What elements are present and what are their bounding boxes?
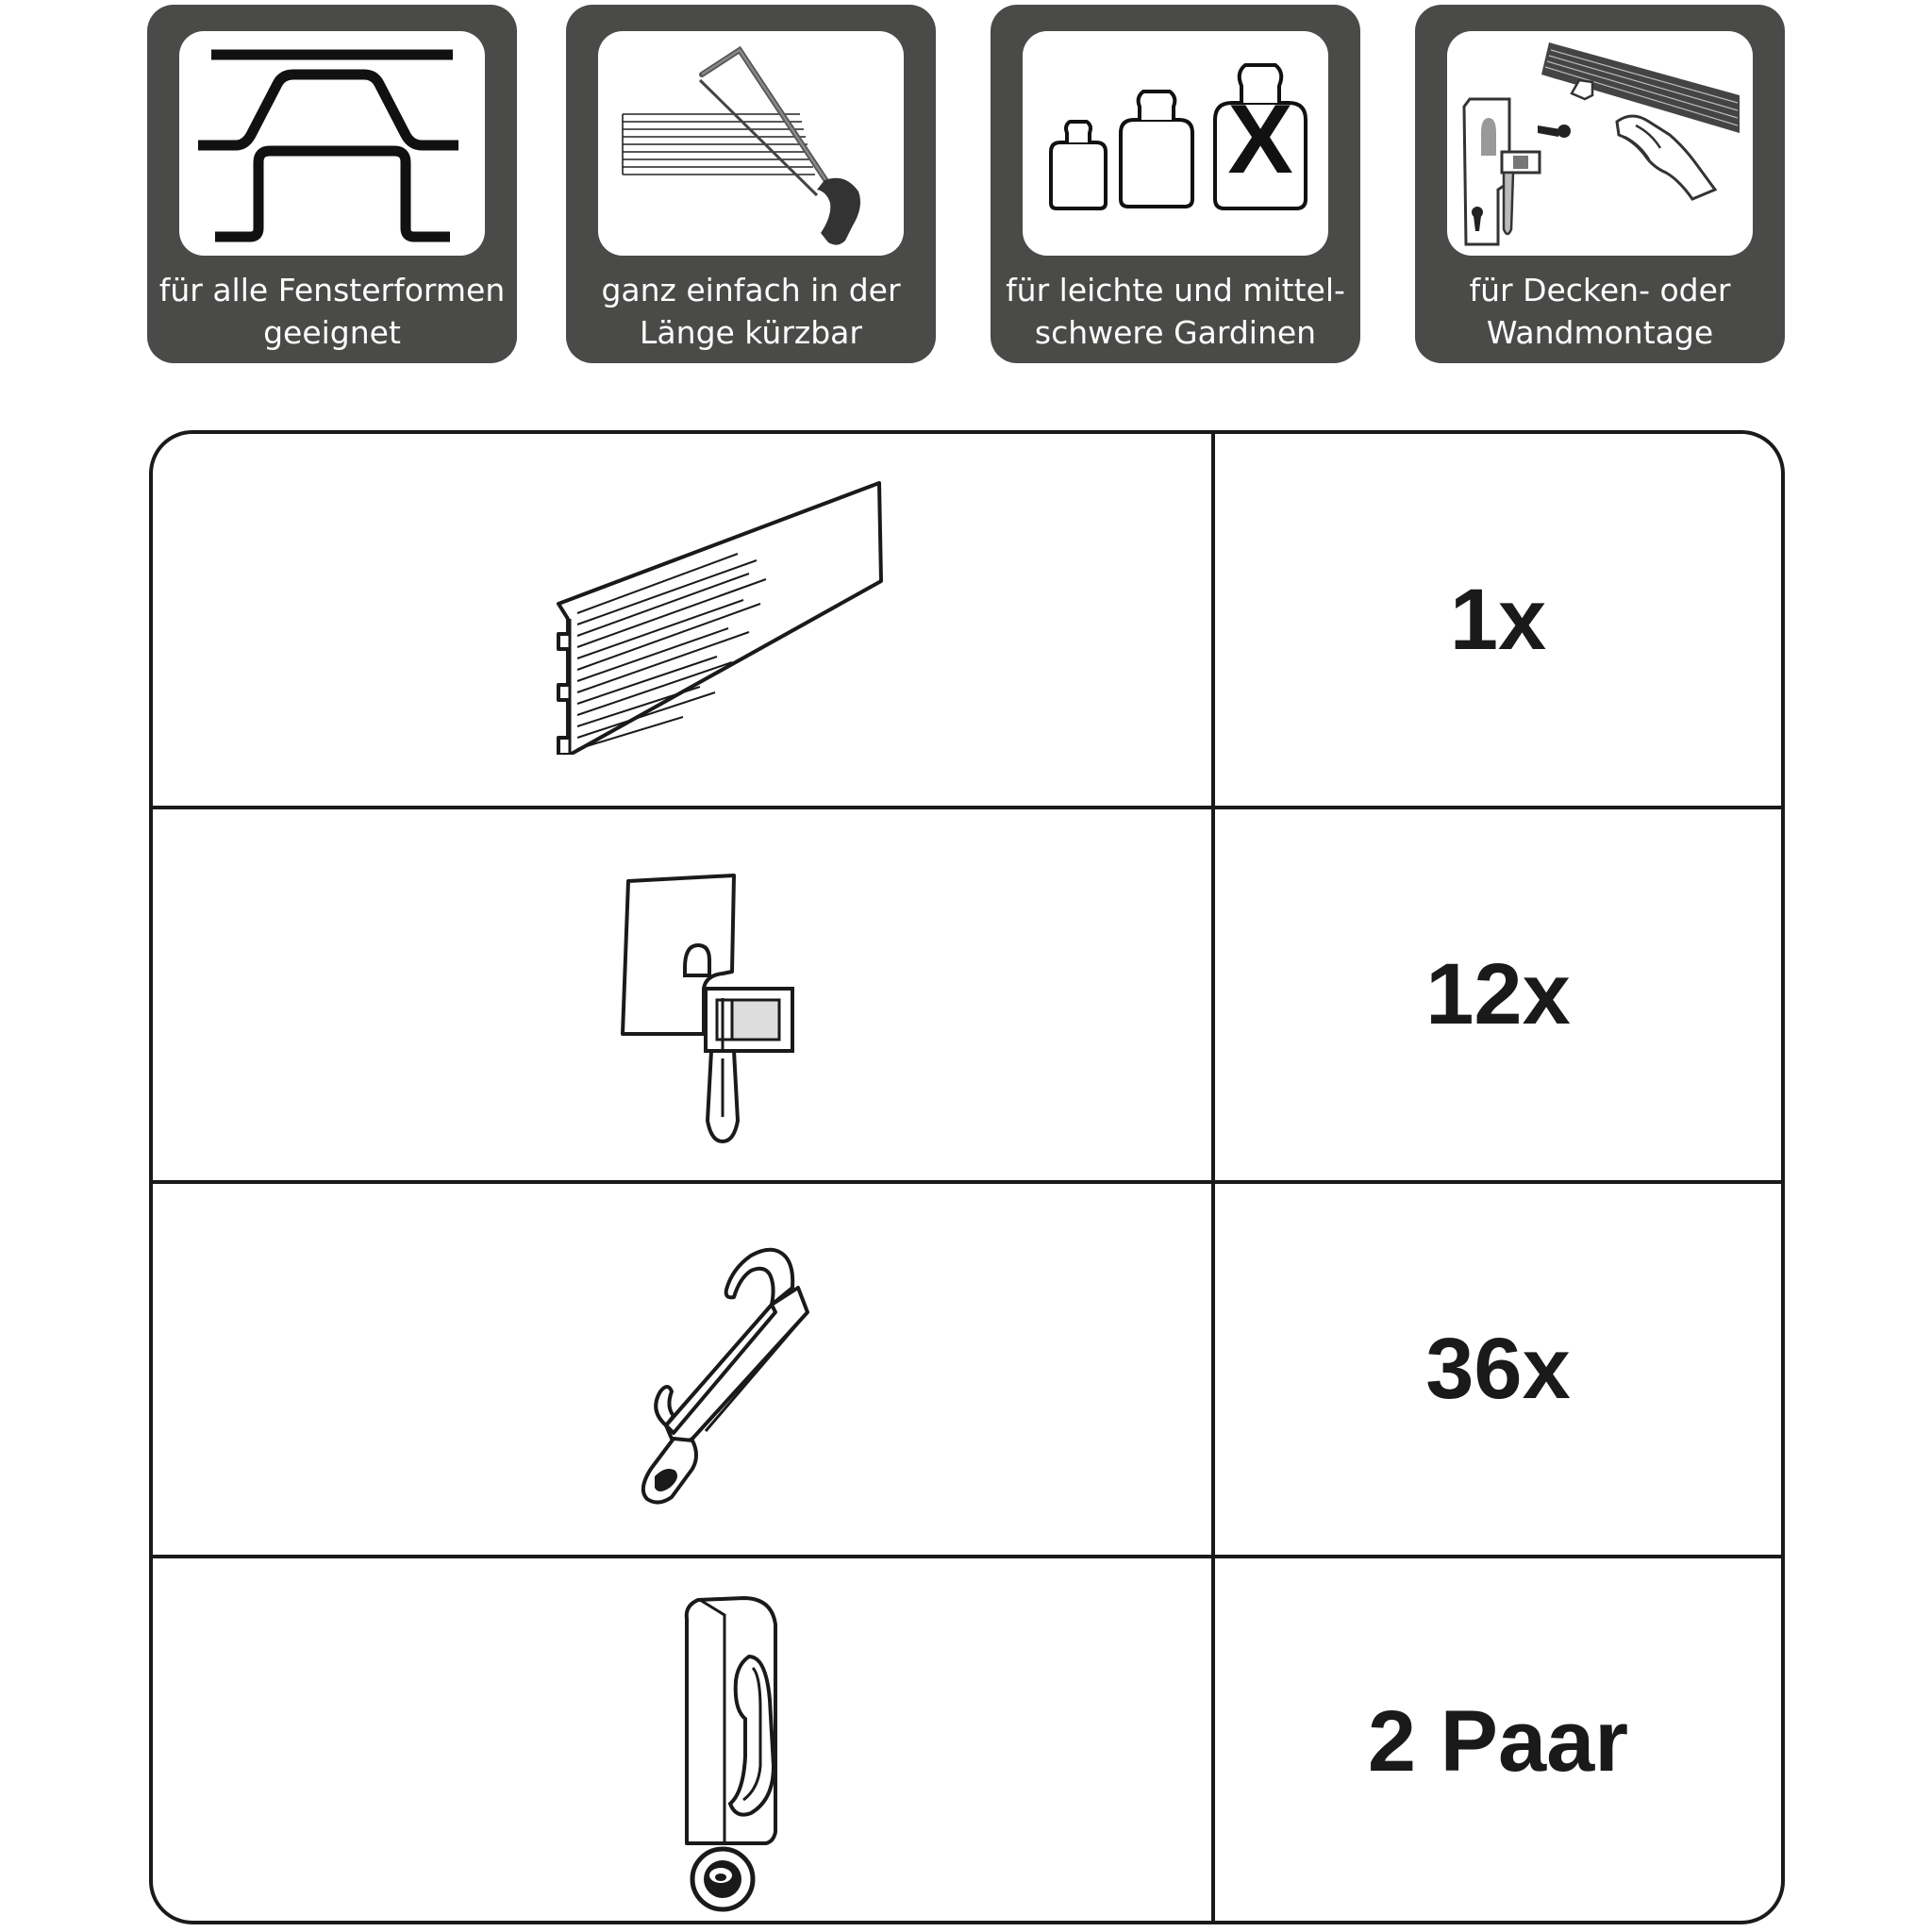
feature-card-mounting [1415,5,1785,363]
window-shapes-icon [179,31,485,256]
curtain-hook-illustration [153,1184,1211,1555]
hacksaw-icon [598,31,904,256]
caption-line: für alle Fensterformen [158,272,506,308]
end-stop-illustration [153,1558,1211,1924]
feature-caption [1415,269,1785,354]
caption-line: geeignet [263,314,401,351]
feature-caption [991,269,1360,354]
caption-line: Länge kürzbar [640,314,862,351]
table-row [153,809,1781,1180]
feature-caption [147,269,517,354]
glider-carrier-illustration [153,809,1211,1180]
caption-line: für leichte und mittel- [1006,272,1345,308]
mounting-icon [1447,31,1753,256]
quantity-label: 1x [1449,571,1547,668]
quantity-label: 12x [1425,946,1571,1042]
feature-card-weights [991,5,1360,363]
rail-profile-illustration [153,434,1211,806]
table-row [153,1184,1781,1555]
quantity-label: 36x [1425,1321,1571,1417]
caption-line: für Decken- oder [1469,272,1731,308]
quantity-label: 2 Paar [1367,1692,1629,1790]
feature-card-cuttable [566,5,936,363]
table-row [153,434,1781,806]
weights-icon [1023,31,1328,256]
package-contents-table [149,430,1785,1924]
caption-line: ganz einfach in der [601,272,901,308]
feature-caption [566,269,936,354]
caption-line: schwere Gardinen [1034,314,1317,351]
weight-cross-mark: X [1227,85,1293,194]
table-row [153,1558,1781,1924]
feature-card-window-shapes [147,5,517,363]
caption-line: Wandmontage [1486,314,1714,351]
